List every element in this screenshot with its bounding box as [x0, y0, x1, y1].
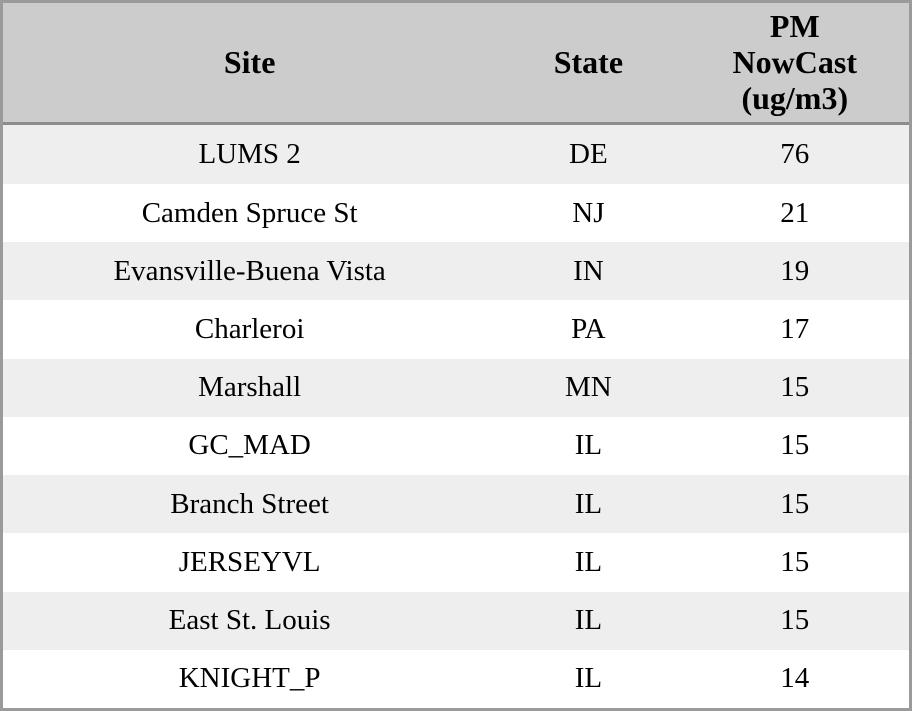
- cell-pm-nowcast: 17: [681, 300, 909, 358]
- column-header-pm-nowcast[interactable]: [681, 3, 909, 124]
- cell-pm-nowcast: 15: [681, 359, 909, 417]
- table-header-row: [3, 3, 909, 124]
- table-row: [3, 124, 909, 184]
- cell-site: JERSEYVL: [3, 533, 496, 591]
- cell-site: East St. Louis: [3, 592, 496, 650]
- cell-state: IL: [496, 417, 680, 475]
- cell-pm-nowcast: 15: [681, 475, 909, 533]
- cell-state: IL: [496, 650, 680, 708]
- cell-site: Branch Street: [3, 475, 496, 533]
- table-row: [3, 533, 909, 591]
- cell-site: GC_MAD: [3, 417, 496, 475]
- table-row: [3, 417, 909, 475]
- table-body: [3, 124, 909, 708]
- table-row: [3, 300, 909, 358]
- cell-site: Charleroi: [3, 300, 496, 358]
- table-row: [3, 184, 909, 242]
- cell-state: IL: [496, 533, 680, 591]
- cell-pm-nowcast: 15: [681, 417, 909, 475]
- column-header-pm-nowcast-line1: PM: [769, 8, 820, 44]
- cell-state: NJ: [496, 184, 680, 242]
- cell-state: IL: [496, 475, 680, 533]
- cell-site: Camden Spruce St: [3, 184, 496, 242]
- table-row: [3, 650, 909, 708]
- column-header-pm-nowcast-line3: (ug/m3): [741, 79, 849, 116]
- cell-state: IN: [496, 242, 680, 300]
- column-header-pm-nowcast-line2: NowCast: [732, 43, 857, 80]
- cell-state: PA: [496, 300, 680, 358]
- cell-pm-nowcast: 15: [681, 592, 909, 650]
- table-row: [3, 242, 909, 300]
- table-row: [3, 359, 909, 417]
- cell-pm-nowcast: 15: [681, 533, 909, 591]
- cell-site: Evansville-Buena Vista: [3, 242, 496, 300]
- cell-pm-nowcast: 19: [681, 242, 909, 300]
- cell-pm-nowcast: 76: [681, 124, 909, 184]
- cell-state: MN: [496, 359, 680, 417]
- table-row: [3, 592, 909, 650]
- air-quality-table: [3, 3, 909, 708]
- table-row: [3, 475, 909, 533]
- column-header-site[interactable]: Site: [3, 3, 496, 124]
- cell-state: DE: [496, 124, 680, 184]
- column-header-state[interactable]: State: [496, 3, 680, 124]
- cell-site: Marshall: [3, 359, 496, 417]
- cell-site: KNIGHT_P: [3, 650, 496, 708]
- cell-pm-nowcast: 21: [681, 184, 909, 242]
- cell-site: LUMS 2: [3, 124, 496, 184]
- table-header: [3, 3, 909, 124]
- cell-pm-nowcast: 14: [681, 650, 909, 708]
- cell-state: IL: [496, 592, 680, 650]
